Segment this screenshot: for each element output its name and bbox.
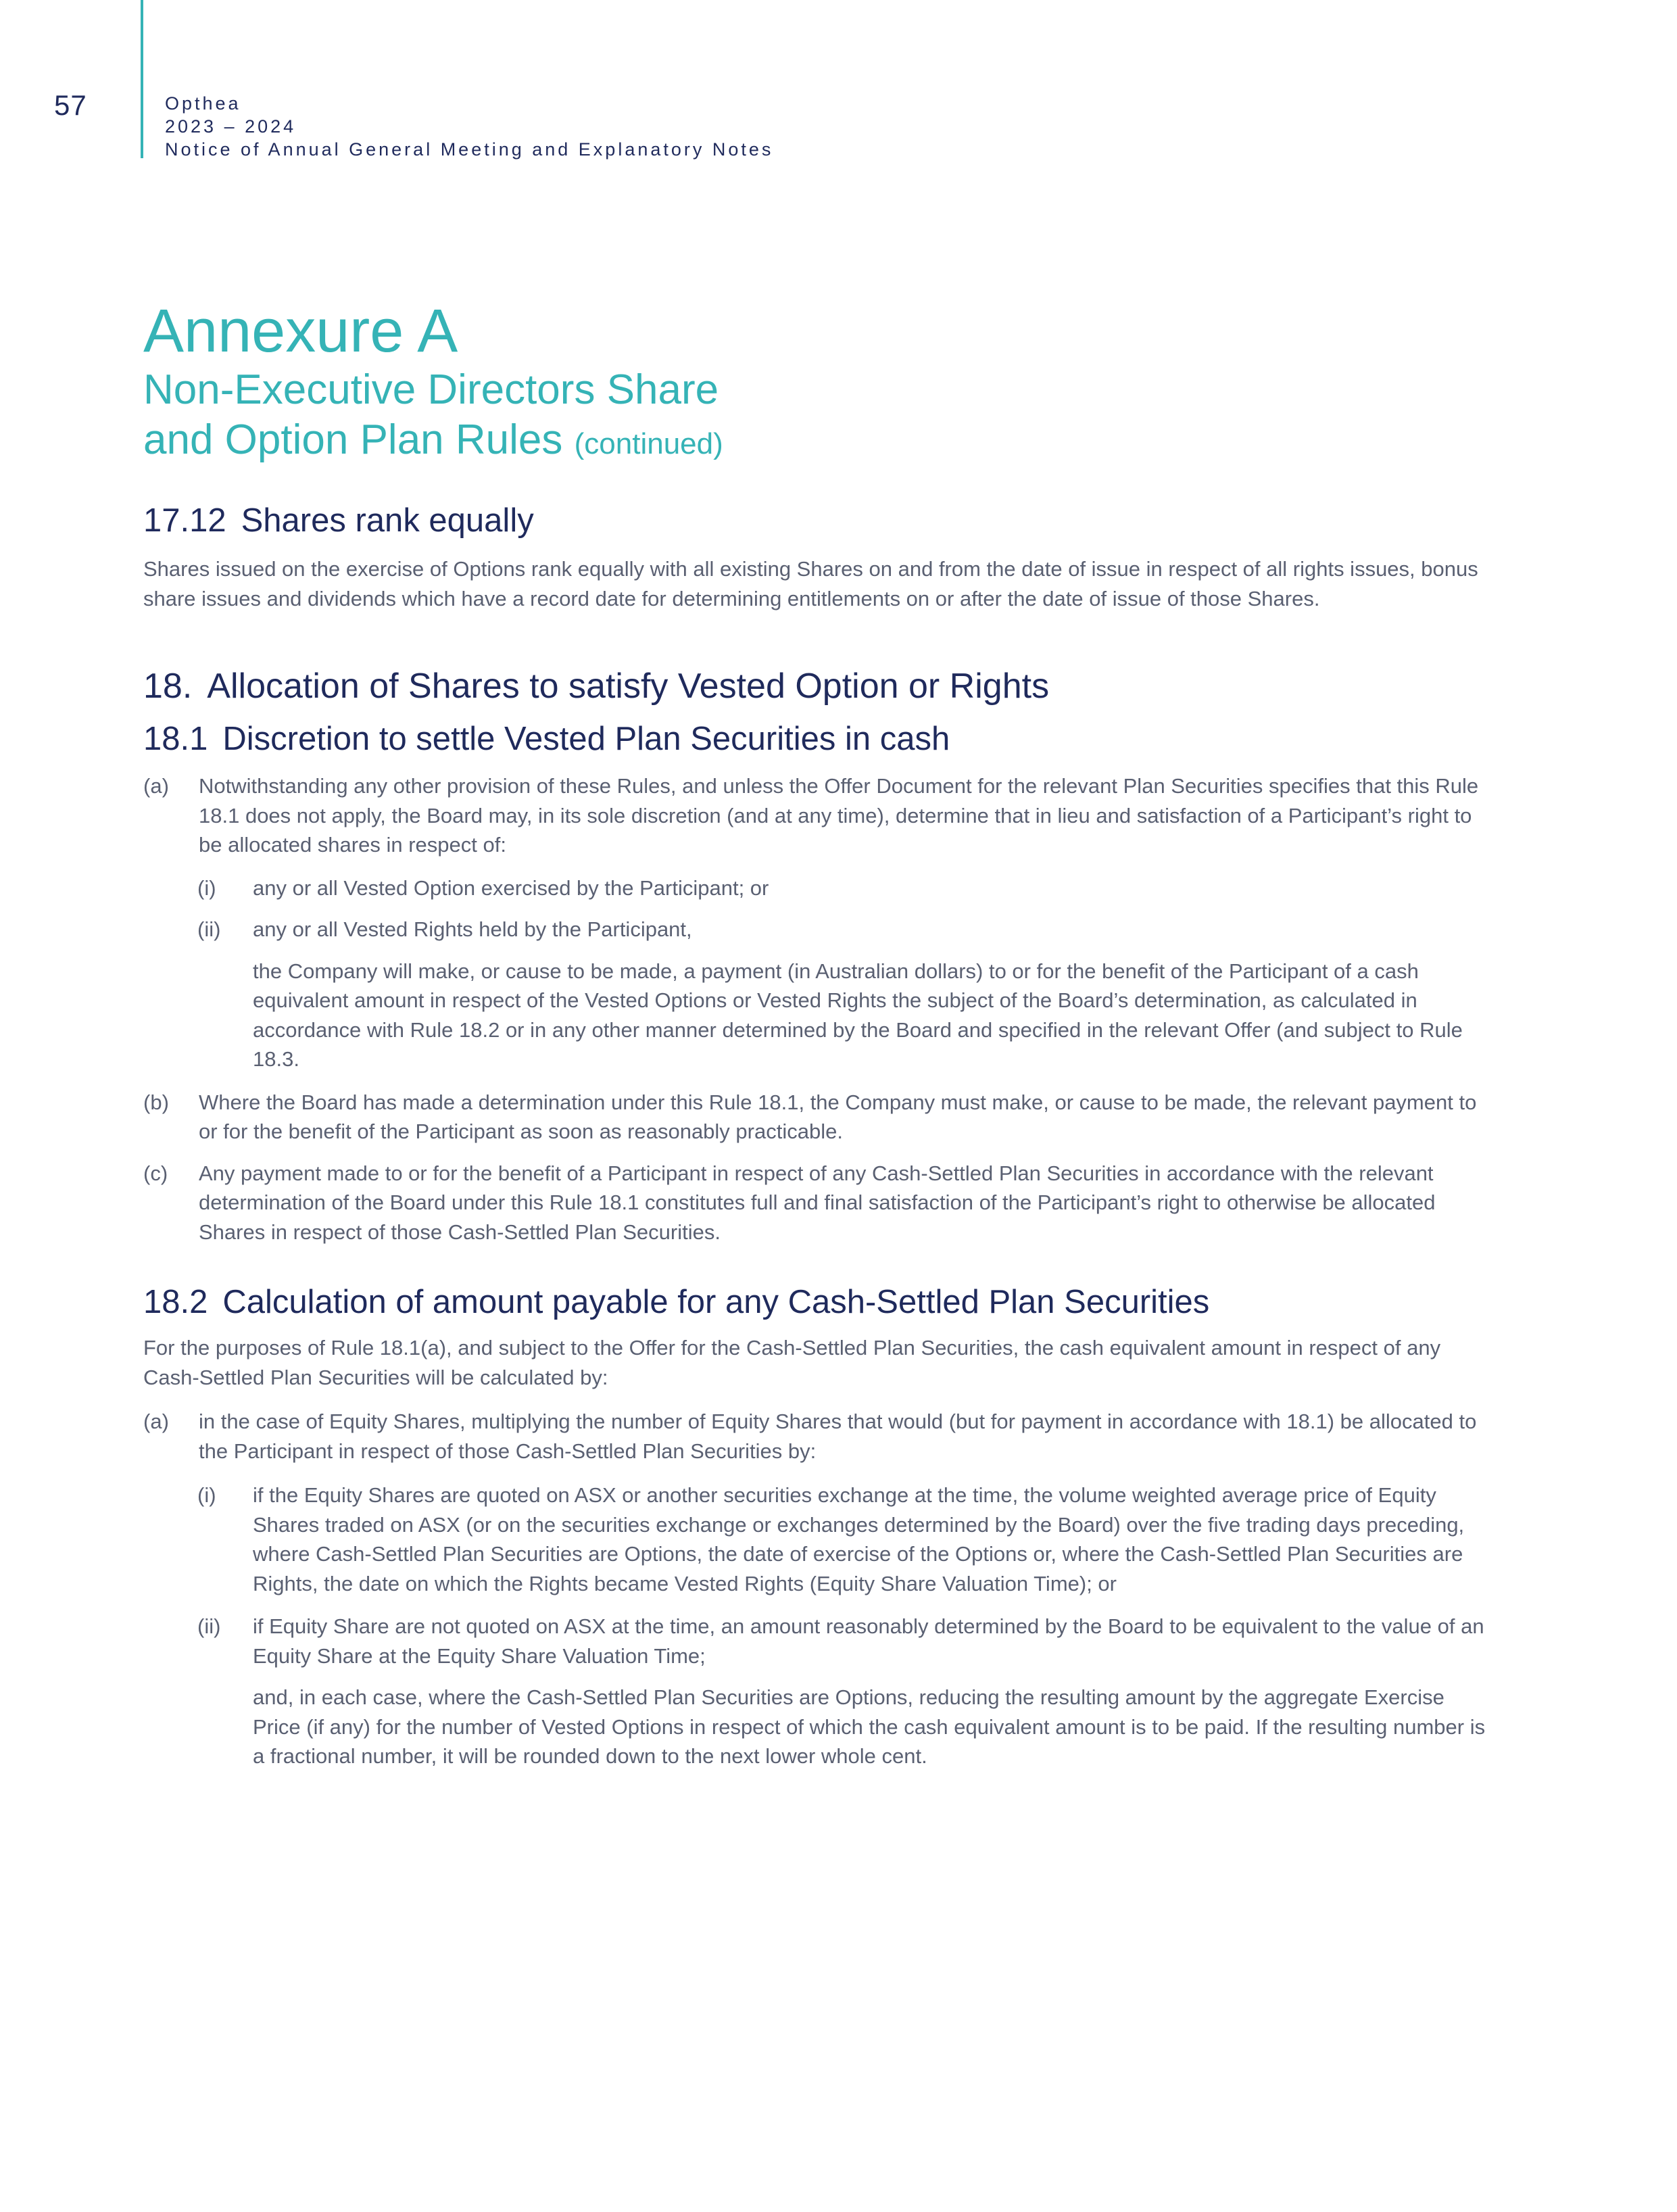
clause-label: (i) [197,1483,216,1507]
page-number: 57 [54,89,87,121]
company-name: Opthea [165,93,241,114]
section-18-heading [143,665,1495,708]
clause-text: Where the Board has made a determination under this Rule 18.1, the Company must make, or cause to be made, the relevant payment to or for the benefit of the Participant as soon as reasonably practicable. [199,1090,1477,1143]
clause-text: in the case of Equity Shares, multiplying the number of Equity Shares that would (but for payment in accordance with 18.1) be allocated to the Participant in respect of those Cash-Settled Plan Securities by: [199,1410,1477,1463]
clause-18-1-b [143,1088,1495,1147]
clause-18-2-a-ii [143,1612,1495,1670]
clause-18-1-a [143,771,1495,860]
clause-text: Notwithstanding any other provision of these Rules, and unless the Offer Document for the relevant Plan Securities specifies that this Rule 18.1 does not apply, the Board may, in its sole discretion (and at any time), determine that in lieu and satisfaction of a Participant’s right to be allocated shares in respect of: [199,774,1479,857]
clause-18-1-a-i [143,873,1495,903]
clause-label: (a) [143,774,169,798]
continued-label: (continued) [574,427,723,460]
clause-label: (ii) [197,1614,221,1638]
page-subtitle [143,365,1495,469]
page-title: Annexure A [143,297,458,365]
clause-text: Any payment made to or for the benefit of a Participant in respect of any Cash-Settled Plan Securities in accordance with the relevant determination of the Board under this Rule 18.1 constitutes full and final satisfaction of the Participant’s right to otherwise be allocated Shares in respect of those Cash-Settled Plan Securities. [199,1161,1436,1244]
section-18-1-heading [143,717,1495,761]
document-title: Notice of Annual General Meeting and Explanatory Notes [165,139,774,160]
report-years: 2023 – 2024 [165,116,297,137]
clause-text: any or all Vested Rights held by the Participant, [253,917,692,941]
section-18-2-heading [143,1280,1495,1324]
section-title: Shares rank equally [241,502,534,539]
section-number: 18.1 [143,721,208,757]
clause-label: (c) [143,1161,168,1185]
section-number: 17.12 [143,502,226,539]
section-17-12-heading [143,499,1495,542]
clause-18-1-a-ii [143,915,1495,944]
clause-label: (i) [197,875,216,900]
clause-18-2-continuation: and, in each case, where the Cash-Settled Plan Securities are Options, reducing the resulting amount by the aggregate Exercise Price (if any) for the number of Vested Options in respect of which the cash equivalent amount is to be paid. If the resulting number is a fractional number, it will be rounded down to the next lower whole cent. [253,1685,1486,1768]
clause-label: (a) [143,1410,169,1433]
clause-label: (ii) [197,917,221,941]
section-title: Allocation of Shares to satisfy Vested Option or Rights [207,667,1050,706]
running-header [165,92,773,161]
subtitle-line-1: Non-Executive Directors Share [143,366,719,413]
section-17-12-body: Shares issued on the exercise of Options rank equally with all existing Shares on and from the date of issue in respect of all rights issues, bonus share issues and dividends which have a record date for determining entitlements on or after the date of issue of those Shares. [143,557,1478,610]
clause-text: if the Equity Shares are quoted on ASX or another securities exchange at the time, the volume weighted average price of Equity Shares traded on ASX (or on the securities exchange or exchanges determined by the Board) over the five trading days preceding, where Cash-Settled Plan Securities are Options, the date of exercise of the Options or, where the Cash-Settled Plan Securities are Rights, the date on which the Rights became Vested Rights (Equity Share Valuation Time); or [253,1483,1465,1595]
clause-text: any or all Vested Option exercised by the Participant; or [253,875,769,900]
page-content [143,297,1495,1771]
clause-18-2-a [143,1407,1495,1466]
section-number: 18.2 [143,1284,208,1320]
clause-label: (b) [143,1090,169,1114]
clause-18-2-a-i [143,1481,1495,1598]
section-title: Discretion to settle Vested Plan Securities in cash [222,721,950,757]
section-number: 18. [143,667,193,706]
subtitle-line-2: and Option Plan Rules [143,416,563,463]
clause-18-1-c [143,1159,1495,1247]
section-title: Calculation of amount payable for any Cash-Settled Plan Securities [222,1284,1210,1320]
section-18-2-intro: For the purposes of Rule 18.1(a), and subject to the Offer for the Cash-Settled Plan Securities, the cash equivalent amount in respect of any Cash-Settled Plan Securities will be calculated by: [143,1336,1441,1389]
clause-text: if Equity Share are not quoted on ASX at the time, an amount reasonably determined by the Board to be equivalent to the value of an Equity Share at the Equity Share Valuation Time; [253,1614,1484,1668]
header-rule [141,0,143,158]
clause-18-1-continuation: the Company will make, or cause to be made, a payment (in Australian dollars) to or for the benefit of the Participant of a cash equivalent amount in respect of the Vested Options or Vested Rights the subject of the Board’s determination, as calculated in accordance with Rule 18.2 or in any other manner determined by the Board and specified in the relevant Offer (and subject to Rule 18.3. [253,959,1463,1071]
